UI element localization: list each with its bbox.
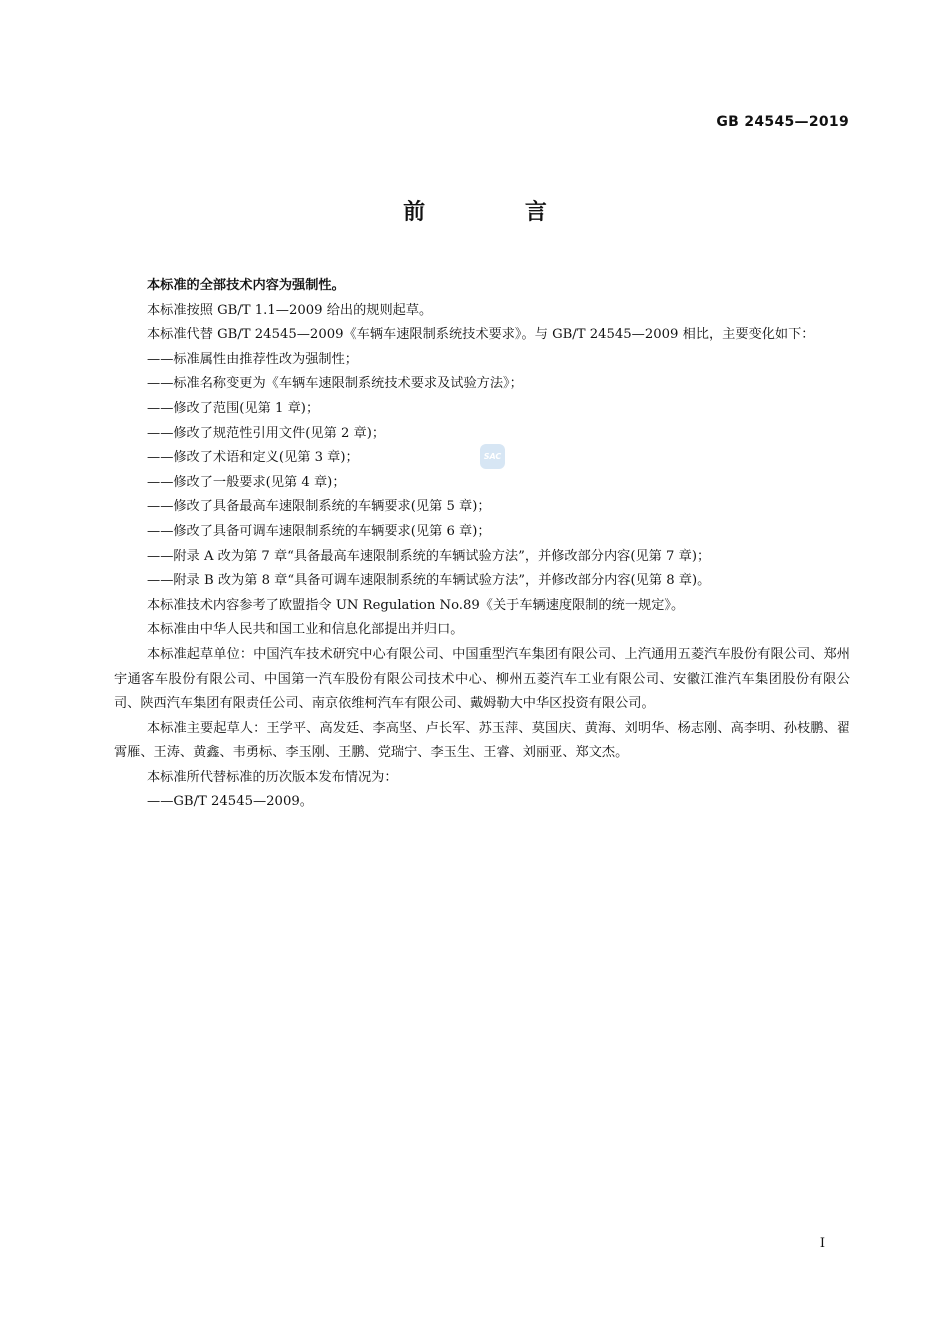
paragraph-proposer: 本标准由中华人民共和国工业和信息化部提出并归口。 (147, 622, 464, 638)
change-item: ——附录 B 改为第 8 章“具备可调车速限制系统的车辆试验方法”，并修改部分内容(见第 8 章)。 (147, 573, 711, 589)
paragraph-drafting-rules: 本标准按照 GB/T 1.1—2009 给出的规则起草。 (147, 302, 433, 318)
paragraph-reference: 本标准技术内容参考了欧盟指令 UN Regulation No.89《关于车辆速度限制的统一规定》。 (147, 597, 685, 613)
page-title: 前 言 (403, 200, 593, 225)
sac-watermark-logo: SAC (480, 444, 505, 469)
change-item: ——修改了一般要求(见第 4 章)； (147, 474, 346, 490)
paragraph-history: 本标准所代替标准的历次版本发布情况为： (147, 769, 398, 785)
change-item: ——修改了术语和定义(见第 3 章)； (147, 450, 359, 466)
history-item: ——GB/T 24545—2009。 (147, 794, 313, 810)
page-number: I (819, 1236, 825, 1251)
change-item: ——修改了规范性引用文件(见第 2 章)； (147, 425, 386, 441)
preface-body (114, 274, 850, 815)
change-item: ——附录 A 改为第 7 章“具备最高车速限制系统的车辆试验方法”，并修改部分内容(见第 7 章)； (147, 548, 711, 564)
paragraph-replacement: 本标准代替 GB/T 24545—2009《车辆车速限制系统技术要求》。与 GB/T 24545—2009 相比，主要变化如下： (147, 327, 815, 343)
paragraph-drafters: 本标准主要起草人：王学平、高发廷、李高坚、卢长军、苏玉萍、莫国庆、黄海、刘明华、杨志刚、高李明、孙枝鹏、翟霄雁、王涛、黄鑫、韦勇标、李玉刚、王鹏、党瑞宁、李玉生、王睿、刘丽亚、郑文杰。 (114, 720, 850, 761)
change-item: ——修改了范围(见第 1 章)； (147, 400, 320, 416)
change-item: ——修改了具备可调车速限制系统的车辆要求(见第 6 章)； (147, 523, 491, 539)
paragraph-drafting-units: 本标准起草单位：中国汽车技术研究中心有限公司、中国重型汽车集团有限公司、上汽通用五菱汽车股份有限公司、郑州宇通客车股份有限公司、中国第一汽车股份有限公司技术中心、柳州五菱汽车工业有限公司、安徽江淮汽车集团股份有限公司、陕西汽车集团有限责任公司、南京依维柯汽车有限公司、戴姆勒大中华区投资有限公司。 (114, 646, 850, 712)
standard-code: GB 24545—2019 (716, 114, 849, 130)
change-item: ——修改了具备最高车速限制系统的车辆要求(见第 5 章)； (147, 499, 491, 515)
change-item: ——标准属性由推荐性改为强制性； (147, 351, 358, 367)
change-item: ——标准名称变更为《车辆车速限制系统技术要求及试验方法》； (147, 376, 523, 392)
paragraph-mandatory-statement: 本标准的全部技术内容为强制性。 (147, 278, 345, 293)
